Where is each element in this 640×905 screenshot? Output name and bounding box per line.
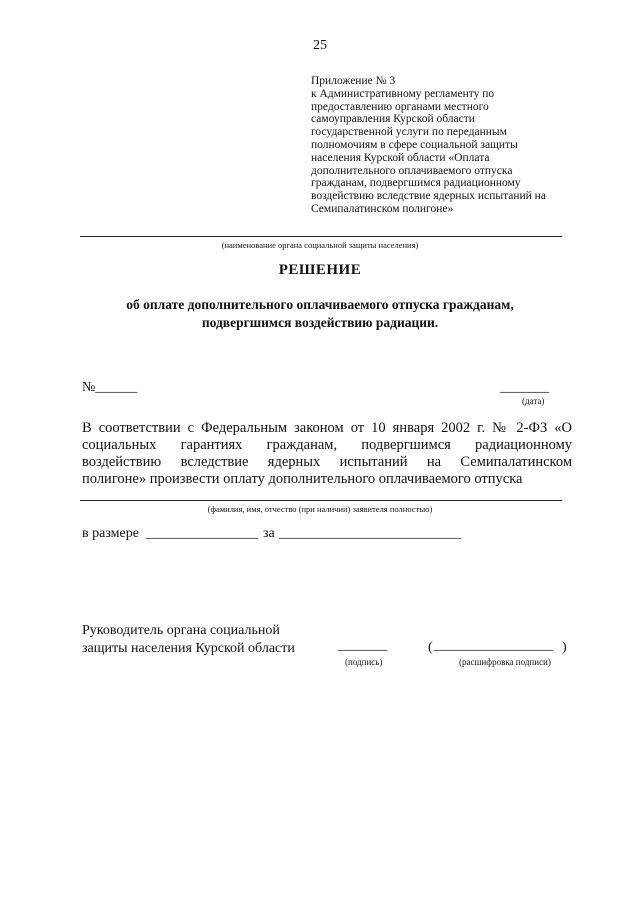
applicant-name-line[interactable] bbox=[80, 500, 562, 501]
applicant-caption: (фамилия, имя, отчество (при наличии) заявителя полностью) bbox=[207, 504, 433, 514]
appendix-line: государственной услуги по переданным bbox=[311, 126, 507, 139]
appendix-line: воздействию вследствие ядерных испытаний на bbox=[311, 190, 546, 203]
document-title: РЕШЕНИЕ bbox=[278, 262, 362, 278]
body-line: социальных гарантиях гражданам, подвергшимся радиационному bbox=[82, 437, 572, 453]
document-subtitle bbox=[0, 296, 640, 332]
page-number: 25 bbox=[313, 38, 327, 53]
appendix-line: полномочиям в сфере социальной защиты bbox=[311, 138, 518, 151]
body-line: полигоне» произвести оплату дополнительного оплачиваемого отпуска bbox=[82, 471, 523, 487]
date-caption: (дата) bbox=[522, 396, 545, 406]
decision-number-field[interactable]: №______ bbox=[82, 380, 138, 395]
appendix-line: гражданам, подвергшимся радиационному bbox=[311, 177, 521, 190]
appendix-line: к Административному регламенту по bbox=[311, 87, 495, 100]
appendix-line: населения Курской области «Оплата bbox=[311, 151, 490, 164]
signatory-line: защиты населения Курской области bbox=[82, 641, 295, 656]
appendix-line: самоуправления Курской области bbox=[311, 113, 475, 126]
appendix-header bbox=[311, 75, 546, 216]
amount-label: в размере bbox=[82, 526, 139, 541]
subtitle-line: об оплате дополнительного оплачиваемого отпуска гражданам, bbox=[126, 297, 514, 312]
name-close-paren: ) bbox=[562, 640, 567, 655]
period-field[interactable]: __________________________ bbox=[279, 526, 461, 541]
appendix-line: дополнительного оплачиваемого отпуска bbox=[311, 164, 513, 177]
decision-body bbox=[82, 420, 572, 488]
period-label: за bbox=[263, 526, 275, 541]
signature-field[interactable]: _______ bbox=[338, 638, 387, 653]
body-line: воздействию вследствие ядерных испытаний на Семипалатинском bbox=[82, 454, 572, 470]
organ-name-line[interactable] bbox=[80, 236, 562, 237]
signature-name-field[interactable]: _________________ bbox=[434, 638, 553, 653]
date-field[interactable]: _______ bbox=[500, 380, 549, 395]
name-open-paren: ( bbox=[428, 640, 433, 655]
amount-field[interactable]: ________________ bbox=[146, 526, 258, 541]
signatory-title bbox=[82, 622, 295, 658]
appendix-line: Приложение № 3 bbox=[311, 75, 396, 87]
name-caption: (расшифровка подписи) bbox=[459, 657, 551, 667]
body-line: В соответствии с Федеральным законом от 10 января 2002 г. № 2-ФЗ «О bbox=[82, 420, 572, 436]
signatory-line: Руководитель органа социальной bbox=[82, 623, 280, 638]
organ-caption: (наименование органа социальной защиты населения) bbox=[221, 240, 419, 250]
appendix-line: предоставлению органами местного bbox=[311, 100, 489, 113]
signature-caption: (подпись) bbox=[345, 657, 383, 667]
subtitle-line: подвергшимся воздействию радиации. bbox=[201, 315, 439, 330]
appendix-line: Семипалатинском полигоне» bbox=[311, 202, 454, 215]
